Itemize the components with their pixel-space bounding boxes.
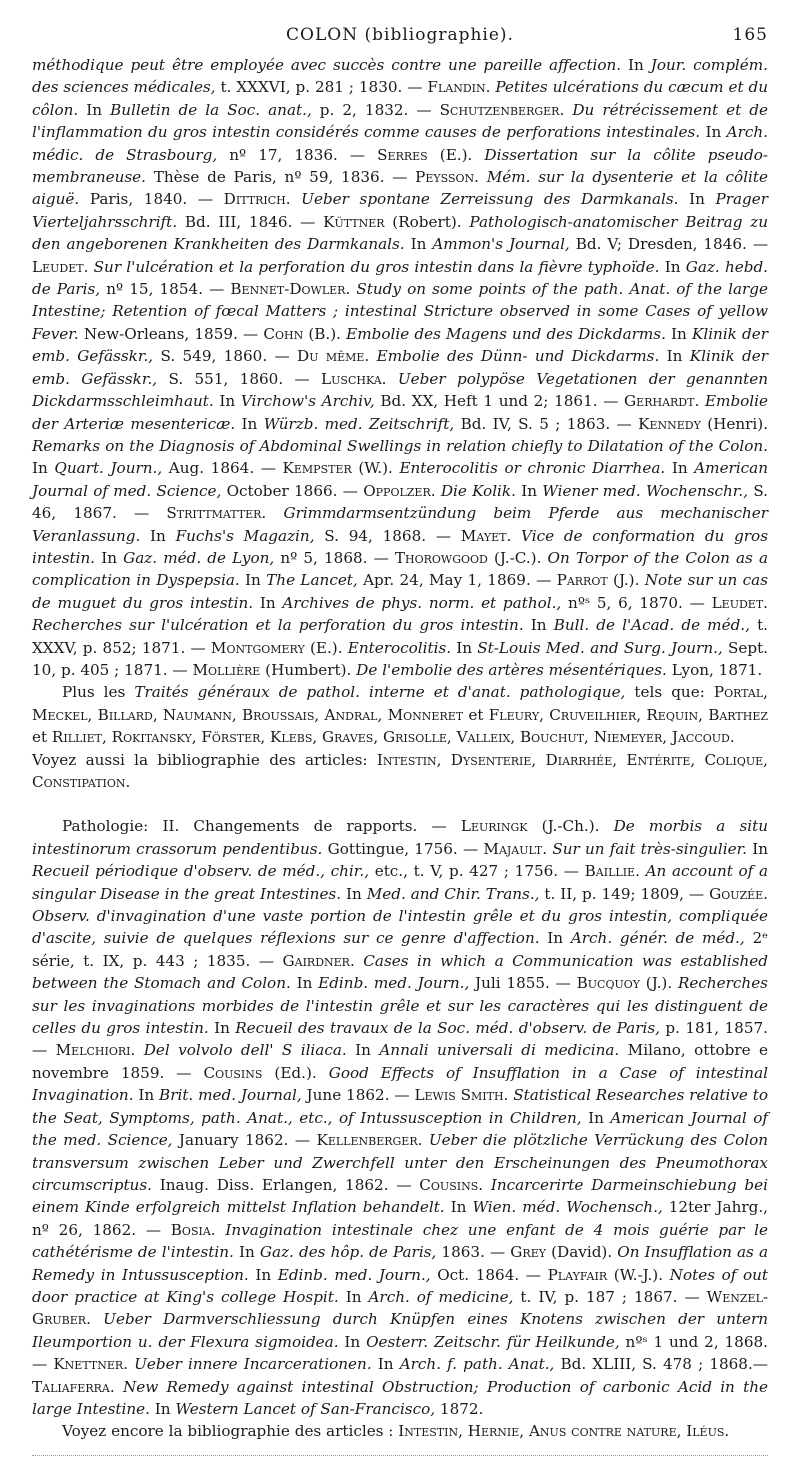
author-name: Peysson. <box>415 168 479 187</box>
citation-text: In <box>621 56 651 74</box>
citation-text: nº 17, 1836. — <box>217 145 378 164</box>
citation-text: tels que: <box>625 683 714 702</box>
author-name: Intestin, Hernie, Anus contre nature, Iléus. <box>398 1422 730 1441</box>
author-name: Kempster <box>282 459 352 478</box>
work-title: Pathologisch-anatomischer Beitrag zu den angeborenen Krankheiten des Darmkanals. <box>32 212 768 254</box>
citation-text: In <box>451 638 478 657</box>
author-name: Majault. <box>483 839 548 858</box>
work-title: Dissertation sur la côlite pseudo-membraneuse. <box>32 145 768 187</box>
citation-text: October 1866. — <box>221 481 364 500</box>
citation-text: p. 181, 1857.— <box>32 1019 768 1060</box>
author-name: Baillie. <box>584 862 640 881</box>
work-title: Cases in which a Communication was established between the Stomach and Colon. <box>32 951 769 993</box>
author-name: Cousins. <box>419 1175 484 1194</box>
author-name: Montgomery <box>210 638 305 657</box>
citation-text: S. 549, 1860. — <box>153 347 298 366</box>
page-number: 165 <box>732 25 768 45</box>
work-title: Gaz. des hôp. de Paris, <box>259 1243 437 1262</box>
author-name: Leuringk <box>460 817 528 836</box>
work-title: Note sur un cas de muguet du gros intestin. <box>32 571 769 612</box>
work-title: Mém. sur la dysenterie et la côlite aiguë. <box>32 168 769 209</box>
work-title: American Journal of med. Science, <box>32 459 769 500</box>
author-name: Cousins <box>203 1063 263 1082</box>
author-name: Du même. <box>297 347 370 366</box>
citation-text: January 1862. — <box>172 1131 317 1150</box>
work-title: Recherches sur les invaginations morbides de l'intestin grêle et sur les caractères qui les distinguent de celles du gros intestin. <box>32 974 768 1038</box>
author-name: Taliaferra. <box>32 1377 115 1396</box>
author-name: Gairdner. <box>282 951 355 970</box>
citation-text: In <box>404 235 433 254</box>
citation-text: In <box>700 123 727 142</box>
bibliography-paragraph <box>32 1420 768 1442</box>
work-title: Arch. médic. de Strasbourg, <box>32 123 769 164</box>
author-name: Bosia. <box>170 1220 216 1239</box>
work-title: Edinb. med. Journ., <box>277 1265 431 1284</box>
citation-text: nºˢ 1 und 2, 1868. — <box>32 1332 769 1374</box>
citation-text: In <box>747 839 769 858</box>
work-title: Quart. Journ., <box>54 459 163 478</box>
citation-text <box>115 1378 123 1396</box>
work-title: Ueber Darmverschliessung durch Knüpfen eines Knotens zwischen der untern Ileumportion u. der Flexura sigmoidea. <box>32 1310 768 1351</box>
citation-text: (W.). <box>351 459 400 478</box>
work-title: Vice de conformation du gros intestin. <box>32 526 768 567</box>
work-title: Virchow's Archiv, <box>240 392 375 411</box>
author-name: Knettner. <box>53 1355 128 1374</box>
work-title: Fuchs's Magazin, <box>175 526 315 545</box>
citation-text: nºˢ 5, 6, 1870. — <box>561 593 712 612</box>
work-title: Wiener med. Wochenschr., <box>542 481 749 500</box>
citation-text: In <box>346 1041 380 1060</box>
work-title: Incarcerirte Darmeinschiebung bei einem Kinde erfolgreich mittelst Inflation behandelt. <box>32 1175 769 1217</box>
citation-text: 12ter Jahrg., nº 26, 1862. — <box>32 1198 768 1239</box>
work-title: Arch. of medicine, <box>368 1287 514 1306</box>
citation-text: In <box>371 1355 400 1374</box>
author-name: Melchiori. <box>55 1041 136 1060</box>
citation-text: In <box>149 1399 176 1418</box>
author-name: Wenzel-Gruber. <box>32 1287 769 1329</box>
work-title: Wien. méd. Wochensch., <box>472 1198 663 1217</box>
author-name: Parrot <box>556 571 608 590</box>
author-name: Intestin, Dysenterie, Diarrhée, Entérite, Colique, Constipation. <box>32 750 768 791</box>
work-title: Brit. med. Journal, <box>159 1086 302 1105</box>
author-name: Serres <box>377 145 428 164</box>
citation-text: Plus les <box>62 683 135 702</box>
work-title: On Insufflation as a Remedy in Intussusception. <box>32 1243 769 1284</box>
citation-text: Bd. III, 1846. — <box>177 212 324 231</box>
bibliography-paragraph <box>32 749 768 794</box>
work-title: Notes of out door practice at King's college Hospit. <box>32 1265 768 1306</box>
citation-text: p. 2, 1832. — <box>311 100 440 119</box>
citation-text: Bd. V; Dresden, 1846. — <box>569 235 769 254</box>
citation-text: In <box>213 392 241 411</box>
citation-text <box>483 1176 491 1194</box>
citation-text <box>266 504 283 522</box>
work-title: méthodique peut être employée avec succès contre une pareille affection. <box>32 56 622 74</box>
author-name: Kennedy <box>638 414 701 433</box>
author-name: Cohn <box>263 324 304 343</box>
work-title: Recueil des travaux de la Soc. méd. d'observ. de Paris, <box>235 1019 660 1038</box>
work-title: Enterocolitis or chronic Diarrhea. <box>399 459 666 478</box>
work-title: Petites ulcérations du cæcum et du côlon. <box>32 78 769 119</box>
section-gap <box>32 793 768 815</box>
citation-text: In <box>95 548 124 567</box>
author-name: Lewis Smith. <box>414 1086 509 1105</box>
author-name: Luschka. <box>321 369 387 388</box>
citation-text: S. 551, 1860. — <box>157 369 322 388</box>
work-title: Ueber spontane Zerreissung des Darmkanals. <box>301 190 679 209</box>
work-title: On Torpor of the Colon as a complication in Dyspepsia. <box>32 548 768 590</box>
author-name: Mollière <box>192 660 261 679</box>
citation-text: Oct. 1864. — <box>430 1265 548 1284</box>
work-title: Edinb. med. Journ., <box>318 974 470 993</box>
work-title: De morbis a situ intestinorum crassorum pendentibus. <box>32 817 769 858</box>
work-title: Ueber innere Incarcerationen. <box>134 1355 372 1374</box>
citation-text <box>216 1221 226 1239</box>
citation-text: In <box>523 616 554 635</box>
work-title: Jour. complém. des sciences médicales, <box>32 56 768 97</box>
book-page <box>32 24 768 1464</box>
citation-text: In <box>338 1332 367 1351</box>
citation-text: In <box>208 1019 236 1038</box>
citation-text: In <box>539 929 571 948</box>
author-name: Thorowgood <box>394 548 488 567</box>
work-title: Archives de phys. norm. et pathol., <box>282 593 562 612</box>
citation-text: (Henri). <box>700 414 769 433</box>
citation-text: S. 46, 1867. — <box>32 481 769 523</box>
citation-text: S. 94, 1868. — <box>314 526 461 545</box>
citation-text <box>91 1310 103 1328</box>
author-name: Gouzée. <box>709 884 769 903</box>
work-title: Embolie des Magens und des Dickdarms. <box>346 324 666 343</box>
author-name: Kellenberger. <box>316 1131 423 1150</box>
citation-text: In <box>140 526 176 545</box>
work-title: St-Louis Med. and Surg. Journ., <box>477 638 723 657</box>
citation-text: etc., t. V, p. 427 ; 1756. — <box>369 862 585 881</box>
bibliography-paragraph <box>32 815 768 1420</box>
citation-text: In <box>665 324 692 343</box>
citation-text: Bd. XX, Heft 1 und 2; 1861. — <box>374 392 625 411</box>
citation-text: In <box>341 884 367 903</box>
work-title: Western Lancet of San-Francisco, <box>175 1399 436 1418</box>
citation-text: Juli 1855. — <box>469 974 577 993</box>
citation-text: In <box>338 1287 369 1306</box>
author-name: Leudet. <box>32 257 89 276</box>
bibliography-paragraph <box>32 681 768 748</box>
work-title: Embolie der Arteriæ mesentericæ. <box>32 392 769 433</box>
work-title: Arch. f. path. Anat., <box>399 1355 555 1374</box>
work-title: Sur l'ulcération et la perforation du gros intestin dans la fièvre typhoïde. <box>93 257 660 276</box>
citation-text: In <box>253 593 283 612</box>
author-name: Playfair <box>547 1265 608 1284</box>
work-title: Sur un fait très-singulier. <box>552 839 747 858</box>
author-name: Bucquoy <box>576 974 641 993</box>
work-title: The Lancet, <box>266 571 358 590</box>
citation-text: t. XXXV, p. 852; 1871. — <box>32 616 769 657</box>
author-name: Rilliet, Rokitansky, Förster, Klebs, Graves, Grisolle, Valleix, Bouchut, Niemeyer, Jaccoud. <box>51 728 735 747</box>
citation-text: 1872. <box>435 1399 484 1418</box>
citation-text: (B.). <box>303 324 347 343</box>
citation-text: In <box>290 974 319 993</box>
author-name: Grey <box>510 1243 547 1262</box>
running-title: COLON (bibliographie). <box>286 25 514 45</box>
citation-text: June 1862. — <box>301 1086 415 1105</box>
citation-text: Voyez encore la bibliographie des articles : <box>62 1422 399 1441</box>
citation-text: (Robert). <box>384 212 470 231</box>
author-name: Fleury, Cruveilhier, Requin, Barthez <box>488 705 768 724</box>
author-name: Schutzenberger. <box>439 100 565 119</box>
author-name: Flandin. <box>427 78 491 97</box>
work-title: Observ. d'invagination d'une vaste portion de l'intestin grêle et du gros intestin, compliquée d'ascite, suivie de quelques réflexions sur ce genre d'affection. <box>32 907 768 948</box>
work-title: Prager Vierteljahrsschrift. <box>32 190 769 231</box>
work-title: An account of a singular Disease in the great Intestines. <box>32 862 769 903</box>
work-title: Gaz. méd. de Lyon, <box>123 548 275 567</box>
citation-text: Thèse de Paris, nº 59, 1836. — <box>146 168 416 187</box>
citation-text: Gottingue, 1756. — <box>322 839 484 858</box>
citation-text <box>135 1041 143 1059</box>
citation-text: Lyon, 1871. <box>666 660 763 679</box>
work-title: Statistical Researches relative to the Seat, Symptoms, path. Anat., etc., of Intussusception in Children, <box>32 1086 769 1127</box>
work-title: Oesterr. Zeitschr. für Heilkunde, <box>366 1332 620 1351</box>
citation-text: In <box>581 1108 611 1127</box>
citation-text: In <box>659 257 686 276</box>
citation-text: In <box>32 459 55 478</box>
work-title: Study on some points of the path. Anat. of the large Intestine; Retention of fœcal Matters ; intestinal Stricture observed in some Cases of yellow Fever. <box>32 280 769 343</box>
citation-text: (David). <box>546 1243 618 1262</box>
citation-text: Sept. 10, p. 405 ; 1871. — <box>32 638 768 679</box>
citation-text: (E.). <box>304 638 348 657</box>
citation-text: (Humbert). <box>260 660 357 679</box>
author-name: Gerhardt. <box>624 392 700 411</box>
citation-text: Pathologie: II. Changements de rapports. — <box>62 817 461 836</box>
author-name: Strittmatter. <box>166 504 267 523</box>
citation-text: In <box>235 414 264 433</box>
citation-text: t. IV, p. 187 ; 1867. — <box>513 1287 707 1306</box>
citation-text: (W.-J.). <box>607 1265 670 1284</box>
work-title: Good Effects of Insufflation in a Case of intestinal Invagination. <box>32 1063 768 1105</box>
work-title: Ueber polypöse Vegetationen der genannten Dickdarmsschleimhaut. <box>32 369 768 411</box>
work-title: Du rétrécissement et de l'inflammation du gros intestin considérés comme causes de perforations intestinales. <box>32 100 768 142</box>
citation-text: nº 5, 1868. — <box>274 548 395 567</box>
citation-text: In <box>248 1265 278 1284</box>
work-title: Klinik der emb. Gefässkr., <box>32 324 768 366</box>
citation-text: (E.). <box>427 145 485 164</box>
work-title: Annali universali di medicina. <box>379 1041 620 1060</box>
citation-text: (J.). <box>640 974 678 993</box>
citation-text: Paris, 1840. — <box>79 190 224 209</box>
author-name: Leudet. <box>711 593 768 612</box>
citation-text: In <box>444 1198 473 1217</box>
author-name: Portal, Meckel, Billard, Naumann, Broussais, Andral, Monneret <box>32 683 768 724</box>
citation-text: Apr. 24, May 1, 1869. — <box>357 571 557 590</box>
work-title: Enterocolitis. <box>347 638 452 657</box>
author-name: Bennet-Dowler. <box>230 280 351 299</box>
citation-text: In <box>515 481 543 500</box>
author-name: Oppolzer. <box>363 481 436 500</box>
citation-text: nº 15, 1854. — <box>100 280 231 299</box>
citation-text: (J.). <box>607 571 645 590</box>
work-title: Die Kolik. <box>440 481 516 500</box>
citation-text: In <box>233 1243 260 1262</box>
work-title: Traités généraux de pathol. interne et d'anat. pathologique, <box>134 683 626 702</box>
work-title: Ammon's Journal, <box>432 235 570 254</box>
citation-text: (J.-C.). <box>487 548 548 567</box>
work-title: New Remedy against intestinal Obstruction; Production of carbonic Acid in the large Intestine. <box>32 1377 768 1418</box>
citation-text: et <box>32 728 52 747</box>
citation-text <box>479 168 487 186</box>
work-title: De l'embolie des artères mésentériques. <box>356 660 667 679</box>
citation-text: In <box>665 459 695 478</box>
citation-text: Aug. 1864. — <box>162 459 283 478</box>
citation-text: In <box>78 100 111 119</box>
author-name: Dittrich. <box>223 190 291 209</box>
work-title: Arch. génér. de méd., <box>570 929 745 948</box>
work-title: Bulletin de la Soc. anat., <box>110 100 312 119</box>
author-name: Mayet. <box>460 526 512 545</box>
citation-text <box>387 370 398 388</box>
work-title: Invagination intestinale chez une enfant de 4 mois guérie par le cathétérisme de l'intestin. <box>32 1220 768 1262</box>
bibliography-paragraph <box>32 54 768 681</box>
work-title: Recherches sur l'ulcération et la perforation du gros intestin. <box>32 616 524 635</box>
citation-text: In <box>239 571 267 590</box>
work-title: Grimmdarmsentzündung beim Pferde aus mechanischer Veranlassung. <box>32 504 768 545</box>
citation-text: In <box>678 190 716 209</box>
bottom-rule <box>32 1455 768 1456</box>
citation-text: (Ed.). <box>262 1063 329 1082</box>
citation-text: Inaug. Diss. Erlangen, 1862. — <box>151 1175 420 1194</box>
page-header <box>32 24 768 54</box>
citation-text: 1863. — <box>436 1243 511 1262</box>
citation-text: t. XXXVI, p. 281 ; 1830. — <box>215 78 428 97</box>
bibliography-body <box>32 54 768 1443</box>
citation-text: In <box>133 1086 160 1105</box>
citation-text: Bd. XLIII, S. 478 ; 1868.— <box>554 1355 768 1374</box>
citation-text: Milano, ottobre e novembre 1859. — <box>32 1041 769 1082</box>
work-title: Gaz. hebd. de Paris, <box>32 257 769 299</box>
work-title: Embolie des Dünn- und Dickdarms. <box>376 347 660 366</box>
citation-text: In <box>659 347 690 366</box>
citation-text: New-Orleans, 1859. — <box>78 324 264 343</box>
work-title: Recueil périodique d'observ. de méd., chir., <box>32 862 370 881</box>
citation-text <box>511 527 521 545</box>
citation-text: Bd. IV, S. 5 ; 1863. — <box>454 414 639 433</box>
citation-text <box>369 347 376 365</box>
author-name: Küttner <box>323 212 385 231</box>
citation-text: t. II, p. 149; 1809, — <box>539 884 710 903</box>
citation-text <box>291 190 302 208</box>
citation-text: 2ᵉ série, t. IX, p. 443 ; 1835. — <box>32 929 768 970</box>
citation-text: et <box>463 705 489 724</box>
work-title: Ueber die plötzliche Verrückung des Colon transversum zwischen Leber und Zwerchfell unter den Erscheinungen des Pneumothorax circumscriptus. <box>32 1131 769 1194</box>
work-title: Bull. de l'Acad. de méd., <box>553 616 750 635</box>
work-title: Remarks on the Diagnosis of Abdominal Swellings in relation chiefly to Dilatation of the Colon. <box>32 436 768 455</box>
work-title: Med. and Chir. Trans., <box>366 884 540 903</box>
citation-text: (J.-Ch.). <box>527 817 614 836</box>
work-title: American Journal of the med. Science, <box>32 1108 768 1150</box>
work-title: Del volvolo dell' S iliaca. <box>143 1041 347 1060</box>
citation-text: Voyez aussi la bibliographie des articles: <box>32 750 377 769</box>
work-title: Würzb. med. Zeitschrift, <box>263 414 455 433</box>
work-title: Klinik der emb. Gefässkr., <box>32 347 769 388</box>
